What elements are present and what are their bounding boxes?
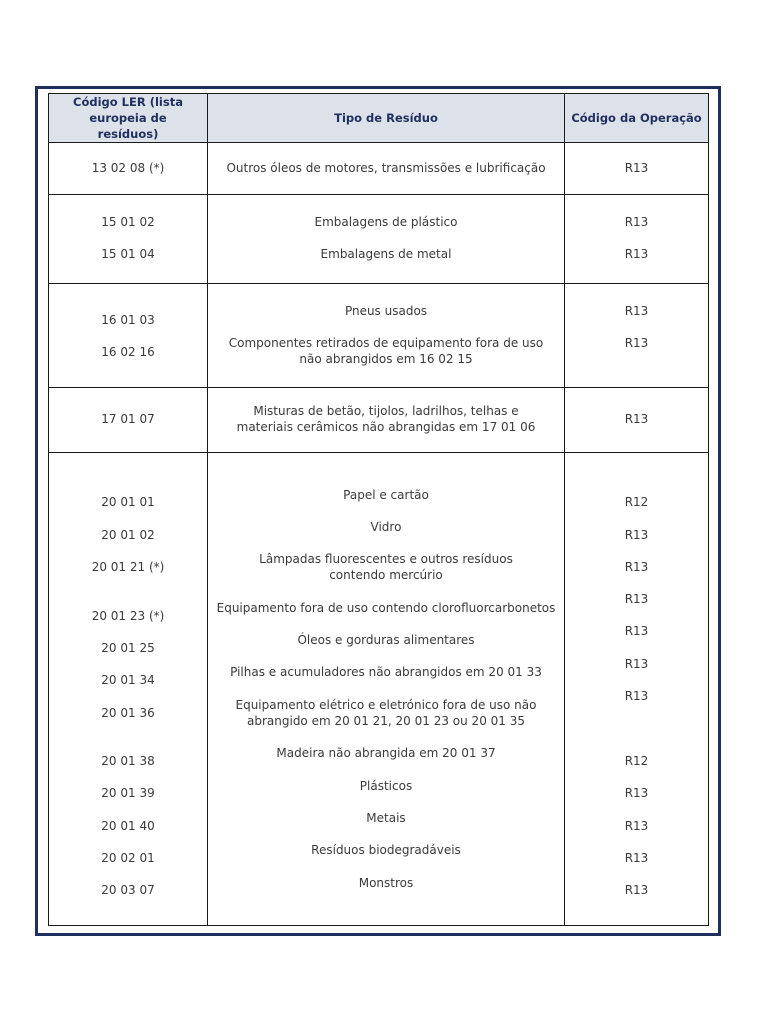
types-cell: [208, 284, 565, 388]
operation-code: R12: [624, 754, 649, 768]
waste-code: 20 02 01: [101, 851, 155, 865]
operation-code: R13: [624, 657, 649, 671]
operation-code: R13: [624, 215, 649, 229]
waste-type: Monstros: [358, 876, 414, 890]
waste-type: Outros óleos de motores, transmissões e lubrificação: [226, 161, 546, 175]
waste-code: 17 01 07: [101, 412, 155, 426]
waste-code: 20 01 23 (*): [91, 609, 165, 623]
waste-type: Misturas de betão, tijolos, ladrilhos, telhas e materiais cerâmicos não abrangidas em 17 01 06: [236, 404, 536, 434]
operation-code: R13: [624, 786, 649, 800]
codes-cell: [49, 388, 208, 453]
waste-type: Vidro: [370, 520, 402, 534]
types-cell: [208, 195, 565, 284]
operation-code: R13: [624, 819, 649, 833]
waste-code: 20 01 21 (*): [91, 560, 165, 574]
types-cell: [208, 453, 565, 926]
ops-cell: [565, 195, 709, 284]
waste-code: 15 01 02: [101, 215, 155, 229]
operation-code: R13: [624, 336, 649, 350]
operation-code: R13: [624, 412, 649, 426]
operation-code: R13: [624, 560, 649, 574]
waste-type: Lâmpadas fluorescentes e outros resíduos contendo mercúrio: [259, 552, 513, 582]
operation-code: R12: [624, 495, 649, 509]
operation-code: R13: [624, 247, 649, 261]
ops-cell: [565, 388, 709, 453]
operation-code: R13: [624, 304, 649, 318]
types-cell: [208, 143, 565, 195]
waste-type: Pneus usados: [344, 304, 428, 318]
waste-type: Componentes retirados de equipamento fora de uso não abrangidos em 16 02 15: [228, 336, 544, 366]
waste-code: 16 02 16: [101, 345, 155, 359]
waste-type: Plásticos: [359, 779, 413, 793]
operation-code: R13: [624, 624, 649, 638]
waste-code: 20 01 38: [101, 754, 155, 768]
waste-code: 20 01 25: [101, 641, 155, 655]
header-codigo-ler: Código LER (lista europeia de resíduos): [49, 94, 208, 143]
waste-code: 20 01 02: [101, 528, 155, 542]
waste-type: Pilhas e acumuladores não abrangidos em 20 01 33: [230, 665, 542, 679]
operation-code: R13: [624, 592, 649, 606]
waste-type: Embalagens de plástico: [314, 215, 458, 229]
waste-type: Equipamento elétrico e eletrónico fora de uso não abrangido em 20 01 21, 20 01 23 ou 20 01 35: [235, 698, 537, 728]
ops-cell: [565, 453, 709, 926]
ops-cell: [565, 284, 709, 388]
table-row: [49, 284, 709, 388]
waste-code: 16 01 03: [101, 313, 155, 327]
waste-table: [48, 93, 709, 926]
waste-code: 20 01 36: [101, 706, 155, 720]
table-row: [49, 453, 709, 926]
waste-code: 15 01 04: [101, 247, 155, 261]
waste-type: Embalagens de metal: [320, 247, 452, 261]
ops-cell: [565, 143, 709, 195]
operation-code: R13: [624, 851, 649, 865]
operation-code: R13: [624, 883, 649, 897]
waste-code: 13 02 08 (*): [91, 161, 165, 175]
waste-code: 20 03 07: [101, 883, 155, 897]
header-codigo-operacao: Código da Operação: [565, 94, 709, 143]
operation-code: R13: [624, 161, 649, 175]
operation-code: R13: [624, 689, 649, 703]
codes-cell: [49, 453, 208, 926]
waste-type: Papel e cartão: [343, 488, 429, 502]
table-row: [49, 143, 709, 195]
table-header-row: [49, 94, 709, 143]
waste-code: 20 01 01: [101, 495, 155, 509]
waste-type: Resíduos biodegradáveis: [311, 843, 461, 857]
table-row: [49, 388, 709, 453]
waste-code: 20 01 34: [101, 673, 155, 687]
codes-cell: [49, 143, 208, 195]
codes-cell: [49, 195, 208, 284]
waste-code: 20 01 39: [101, 786, 155, 800]
waste-type: Madeira não abrangida em 20 01 37: [276, 746, 496, 760]
types-cell: [208, 388, 565, 453]
table-row: [49, 195, 709, 284]
waste-type: Metais: [366, 811, 406, 825]
waste-type: Equipamento fora de uso contendo clorofluorcarbonetos: [216, 601, 556, 615]
waste-code: 20 01 40: [101, 819, 155, 833]
waste-type: Óleos e gorduras alimentares: [297, 633, 475, 647]
header-tipo-residuo: Tipo de Resíduo: [208, 94, 565, 143]
codes-cell: [49, 284, 208, 388]
operation-code: R13: [624, 528, 649, 542]
